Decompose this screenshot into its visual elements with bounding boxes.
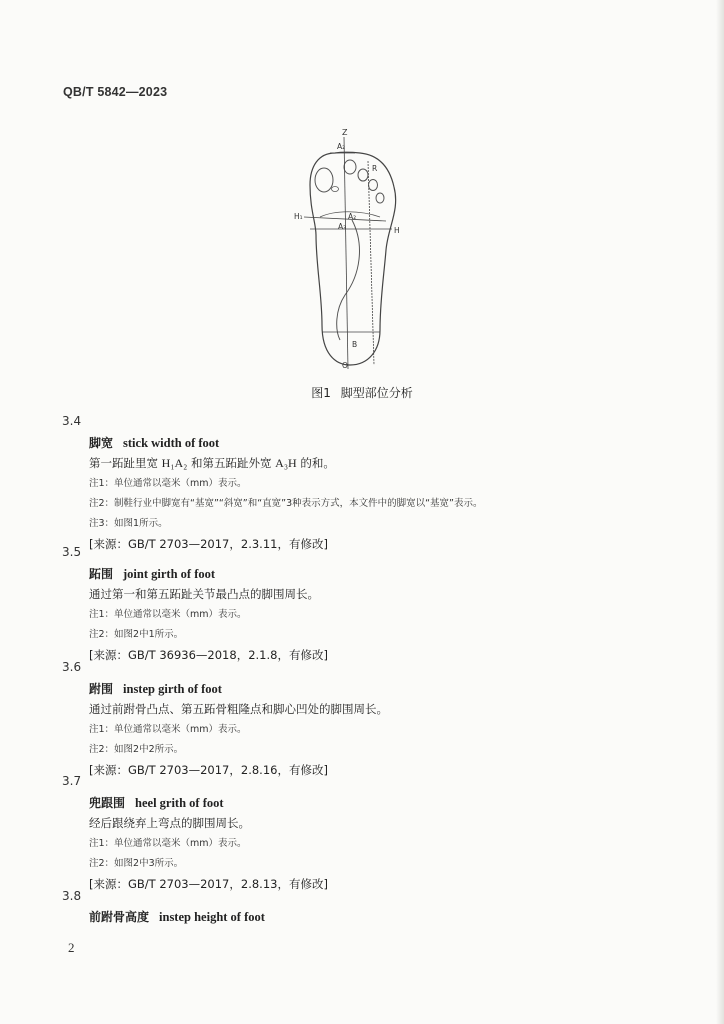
section-body xyxy=(89,793,709,895)
foot-diagram xyxy=(280,125,420,375)
figure-caption-title: 脚型部位分析 xyxy=(340,386,413,400)
term-definition: 通过前跗骨凸点、第五跖骨粗隆点和脚心凹处的脚围周长。 xyxy=(89,702,388,716)
foot-outline xyxy=(310,152,396,365)
toe-2 xyxy=(344,160,356,174)
note-2: 注2：如图2中1所示。 xyxy=(89,629,184,640)
arch-curve xyxy=(337,220,360,340)
term-definition: 通过第一和第五跖趾关节最凸点的脚围周长。 xyxy=(89,587,319,601)
note-1: 注1：单位通常以毫米（mm）表示。 xyxy=(89,478,247,489)
note-1: 注1：单位通常以毫米（mm）表示。 xyxy=(89,609,247,620)
note-3: 注3：如图1所示。 xyxy=(89,518,168,529)
term-english: heel grith of foot xyxy=(135,796,224,810)
section-number: 3.5 xyxy=(62,545,82,559)
r-line xyxy=(368,161,374,365)
section-body xyxy=(89,679,709,781)
label-a2-mid: A₂ xyxy=(348,212,357,221)
toe-3 xyxy=(358,169,368,181)
big-toe xyxy=(315,168,333,192)
var-h1a2: H₁A₂ xyxy=(161,456,188,470)
term-chinese: 跖围 xyxy=(89,567,114,581)
term-heading xyxy=(89,793,709,813)
section-body xyxy=(89,564,709,666)
figure-caption xyxy=(0,384,724,401)
section-number: 3.4 xyxy=(62,414,82,428)
term-heading xyxy=(89,907,709,927)
label-h1: H₁ xyxy=(294,212,303,221)
section-number: 3.8 xyxy=(62,889,82,903)
toe-5 xyxy=(376,193,384,203)
term-chinese: 跗围 xyxy=(89,682,114,696)
figure-caption-number: 图1 xyxy=(311,386,331,400)
label-a3: A₃ xyxy=(338,222,347,231)
term-english: stick width of foot xyxy=(123,436,220,450)
foot-outline-svg xyxy=(280,125,420,375)
label-b: B xyxy=(352,340,358,349)
label-o: O xyxy=(342,361,348,370)
term-english: joint girth of foot xyxy=(123,567,216,581)
term-heading xyxy=(89,433,709,453)
source-reference: [来源：GB/T 36936—2018，2.1.8，有修改] xyxy=(89,648,328,662)
source-reference: [来源：GB/T 2703—2017，2.3.11，有修改] xyxy=(89,537,328,551)
section-number: 3.6 xyxy=(62,660,82,674)
note-2: 注2：如图2中3所示。 xyxy=(89,858,184,869)
term-english: instep girth of foot xyxy=(123,682,222,696)
label-r: R xyxy=(372,164,378,173)
term-definition: 第一跖趾里宽 H₁A₂ 和第五跖趾外宽 A₃H 的和。 xyxy=(89,456,335,470)
source-reference: [来源：GB/T 2703—2017，2.8.13，有修改] xyxy=(89,877,328,891)
scan-edge-shadow xyxy=(716,0,724,1024)
section-body xyxy=(89,907,709,927)
section-body xyxy=(89,433,709,555)
term-heading xyxy=(89,679,709,699)
source-reference: [来源：GB/T 2703—2017，2.8.16，有修改] xyxy=(89,763,328,777)
section-number: 3.7 xyxy=(62,774,82,788)
term-heading xyxy=(89,564,709,584)
term-chinese: 脚宽 xyxy=(89,436,114,450)
term-definition: 经后跟绕弃上弯点的脚围周长。 xyxy=(89,816,250,830)
term-chinese: 兜跟围 xyxy=(89,796,126,810)
note-2: 注2：如图2中2所示。 xyxy=(89,744,184,755)
label-a2-top: A₂ xyxy=(337,142,346,151)
label-h: H xyxy=(394,226,400,235)
toe-4 xyxy=(369,180,378,191)
var-a3h: A₃H xyxy=(275,456,297,470)
note-1: 注1：单位通常以毫米（mm）表示。 xyxy=(89,838,247,849)
page-number: 2 xyxy=(68,940,75,955)
term-english: instep height of foot xyxy=(159,910,265,924)
note-1: 注1：单位通常以毫米（mm）表示。 xyxy=(89,724,247,735)
label-z: Z xyxy=(342,128,348,137)
note-2: 注2：制鞋行业中脚宽有“基宽”“斜宽”和“直宽”3种表示方式，本文件中的脚宽以“基宽”表示。 xyxy=(89,498,483,509)
toe-small xyxy=(332,187,339,192)
standard-code-header: QB/T 5842—2023 xyxy=(63,85,168,99)
term-chinese: 前跗骨高度 xyxy=(89,910,150,924)
